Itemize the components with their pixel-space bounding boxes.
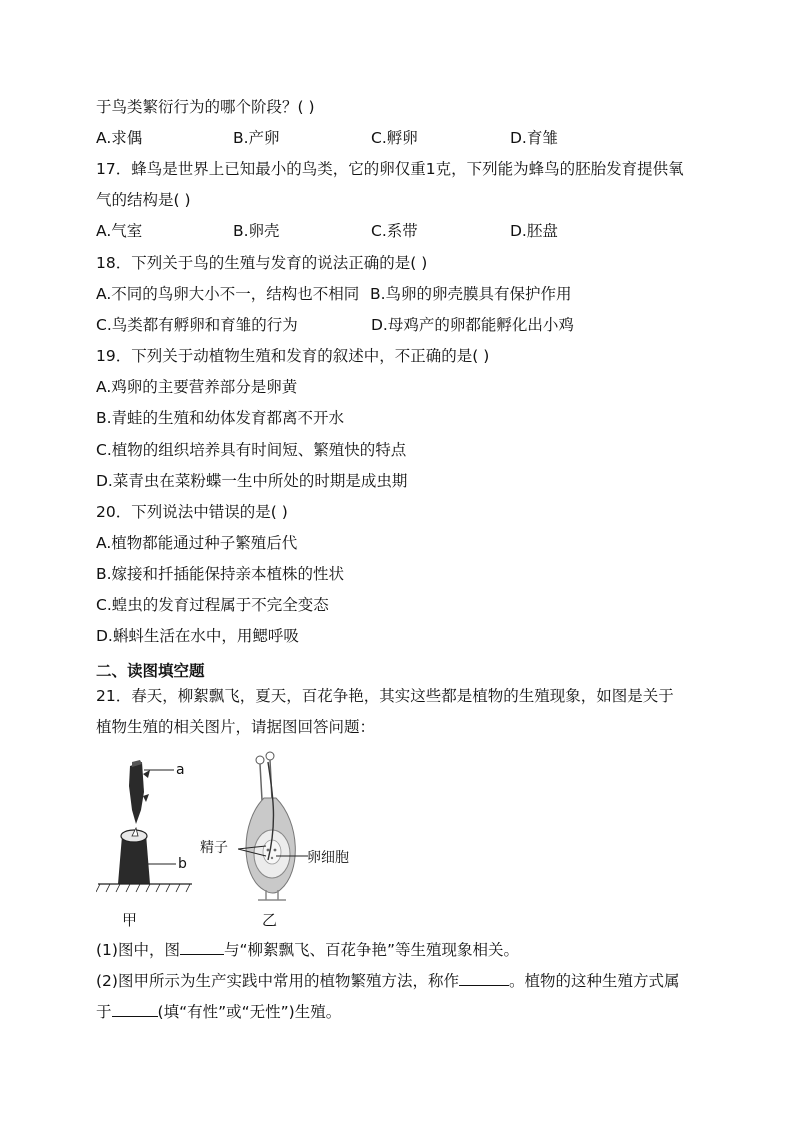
answer-blank-1[interactable] [180, 940, 224, 955]
q17-stem-line1: 17．蜂鸟是世界上已知最小的鸟类，它的卵仅重1克，下列能为蜂鸟的胚胎发育提供氧 [96, 160, 684, 178]
q21-sub2-suffix: 。植物的这种生殖方式属 [508, 972, 680, 990]
caption-yi: 乙 [262, 911, 278, 929]
label-sperm: 精子 [200, 840, 228, 856]
q17-option-c: C.系带 [371, 222, 418, 240]
label-a: a [176, 762, 185, 778]
label-b: b [178, 856, 187, 872]
q21-stem-line1: 21．春天，柳絮飘飞，夏天，百花争艳，其实这些都是植物的生殖现象，如图是关于 [96, 687, 674, 705]
sperm-dot [274, 849, 277, 852]
q18-option-a: A.不同的鸟卵大小不一，结构也不相同 [96, 285, 360, 303]
q21-sub3-prefix: 于 [96, 1003, 112, 1021]
stigma-lobe [256, 756, 264, 764]
q20-option-d: D.蝌蚪生活在水中，用鳃呼吸 [96, 627, 299, 645]
q18-option-c: C.鸟类都有孵卵和育雏的行为 [96, 316, 298, 334]
q18-option-b: B.鸟卵的卵壳膜具有保护作用 [370, 285, 572, 303]
ground-hatch [96, 884, 190, 892]
scion-bud [143, 794, 149, 802]
q16-option-d: D.育雏 [510, 129, 558, 147]
q16-option-c: C.孵卵 [371, 129, 418, 147]
q19-option-d: D.菜青虫在菜粉蝶一生中所处的时期是成虫期 [96, 472, 408, 490]
q20-option-b: B.嫁接和扦插能保持亲本植株的性状 [96, 565, 345, 583]
q21-sub3 [96, 1002, 341, 1022]
stigma-lobe [266, 752, 274, 760]
q20-option-a: A.植物都能通过种子繁殖后代 [96, 534, 298, 552]
answer-blank-2[interactable] [459, 971, 509, 986]
q21-stem-line2: 植物生殖的相关图片，请据图回答问题： [96, 718, 376, 736]
q18-option-d: D.母鸡产的卵都能孵化出小鸡 [371, 316, 574, 334]
q19-stem: 19．下列关于动植物生殖和发育的叙述中，不正确的是( ) [96, 347, 490, 365]
label-egg: 卵细胞 [307, 850, 349, 866]
q17-option-b: B.卵壳 [233, 222, 280, 240]
q21-sub1-suffix: 与“柳絮飘飞、百花争艳”等生殖现象相关。 [223, 941, 520, 959]
sperm-dot [267, 849, 270, 852]
q17-option-d: D.胚盘 [510, 222, 558, 240]
section-heading: 二、读图填空题 [96, 662, 205, 680]
fertilization-figure [238, 750, 338, 910]
scion-shape [129, 762, 144, 824]
scion-bud [143, 770, 150, 778]
q21-sub3-suffix: (填“有性”或“无性”)生殖。 [157, 1003, 342, 1021]
q16-stem-continuation: 于鸟类繁衍行为的哪个阶段？( ) [96, 98, 315, 116]
answer-blank-3[interactable] [112, 1002, 158, 1017]
q17-option-a: A.气室 [96, 222, 143, 240]
q16-option-b: B.产卵 [233, 129, 280, 147]
q19-option-b: B.青蛙的生殖和幼体发育都离不开水 [96, 409, 345, 427]
q19-option-c: C.植物的组织培养具有时间短、繁殖快的特点 [96, 441, 407, 459]
q16-option-a: A.求偶 [96, 129, 143, 147]
q20-stem: 20．下列说法中错误的是( ) [96, 503, 288, 521]
nucleus-dot [271, 857, 273, 859]
q21-sub2 [96, 971, 679, 991]
q19-option-a: A.鸡卵的主要营养部分是卵黄 [96, 378, 298, 396]
q21-sub1-prefix: (1)图中，图 [96, 941, 180, 959]
q21-sub2-prefix: (2)图甲所示为生产实践中常用的植物繁殖方法，称作 [96, 972, 459, 990]
q20-option-c: C.蝗虫的发育过程属于不完全变态 [96, 596, 329, 614]
grafting-figure [96, 752, 206, 902]
q17-stem-line2: 气的结构是( ) [96, 191, 191, 209]
caption-jia: 甲 [122, 911, 138, 929]
q21-sub1 [96, 940, 519, 960]
q18-stem: 18．下列关于鸟的生殖与发育的说法正确的是( ) [96, 254, 428, 272]
